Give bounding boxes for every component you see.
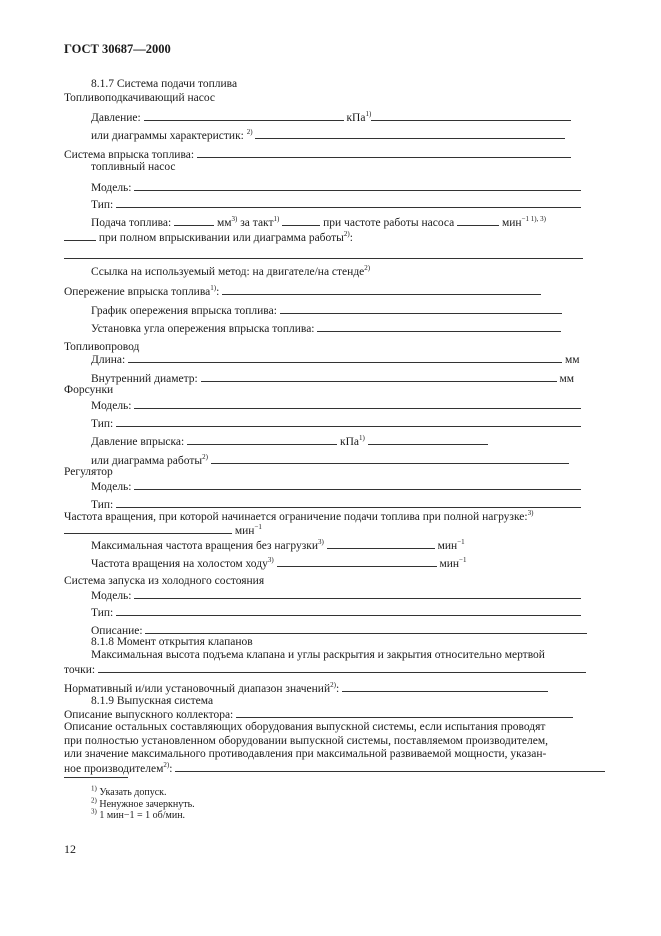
section-heading-8-1-8: 8.1.8 Момент открытия клапанов	[91, 636, 253, 648]
footnote-3: $^{3)}$ 1 мин−1 = 1 об/мин.	[91, 807, 186, 821]
line-valve-lift: Максимальная высота подъема клапана и углы раскрытия и закрытия относительно мертвой	[91, 649, 545, 661]
footnote-divider	[64, 777, 128, 778]
line-type-4: Тип:	[91, 605, 581, 620]
footnote-2: $^{2)}$ Ненужное зачеркнуть.	[91, 796, 195, 810]
line-full-injection: при полном впрыскивании или диаграмма работы$^{2)}$:	[64, 230, 353, 245]
line-range: Нормативный и/или установочный диапазон значений$^{2)}$:	[64, 681, 548, 696]
line-injection-timing: Опережение впрыска топлива$^{1)}$:	[64, 284, 541, 299]
line-description: Описание:	[91, 623, 587, 638]
line-type-1: Тип:	[91, 197, 581, 212]
line-model-1: Модель:	[91, 180, 581, 195]
line-cutoff-speed-value: мин$^{-1}$	[64, 523, 262, 538]
subheading-fuel-pump: топливный насос	[91, 161, 176, 173]
line-timing-setting: Установка угла опережения впрыска топлива:	[91, 321, 561, 336]
model-blank-1	[134, 180, 581, 191]
line-exhaust-desc-4: ное производителем$^{2)}$:	[64, 761, 605, 776]
subheading-fuel-line: Топливопровод	[64, 341, 140, 353]
line-injection-pressure: Давление впрыска: кПа$^{1)}$	[91, 434, 488, 449]
line-pressure: Давление: кПа$^{1)}$	[91, 110, 571, 125]
subheading-governor: Регулятор	[64, 466, 113, 478]
subheading-cold-start: Система запуска из холодного состояния	[64, 575, 265, 587]
subheading-injectors: Форсунки	[64, 384, 114, 396]
line-exhaust-desc-1: Описание остальных составляющих оборудования выпускной системы, если испытания проводят	[64, 721, 546, 733]
line-exhaust-manifold: Описание выпускного коллектора:	[64, 707, 573, 722]
line-full-injection-blank	[64, 248, 583, 263]
line-max-speed: Максимальная частота вращения без нагрузки$^{3)}$ мин$^{-1}$	[91, 538, 465, 552]
section-heading-8-1-9: 8.1.9 Выпускная система	[91, 695, 214, 707]
line-model-4: Модель:	[91, 588, 581, 603]
line-characteristics: или диаграммы характеристик: $^{2)}$	[91, 128, 565, 143]
line-model-2: Модель:	[91, 398, 581, 413]
line-timing-curve: График опережения впрыска топлива:	[91, 303, 562, 318]
document-header: ГОСТ 30687—2000	[64, 42, 171, 56]
line-cutoff-speed: Частота вращения, при которой начинается ограничение подачи топлива при полной нагрузке:$^{3)}$	[64, 509, 534, 523]
footnote-1: $^{1)}$ Указать допуск.	[91, 784, 167, 798]
page-number: 12	[64, 842, 76, 856]
line-inner-diameter: Внутренний диаметр: мм	[91, 373, 575, 385]
pressure-tolerance-blank	[371, 110, 571, 121]
line-model-3: Модель:	[91, 479, 581, 494]
line-idle-speed: Частота вращения на холостом ходу$^{3)}$ мин$^{-1}$	[91, 556, 467, 570]
line-type-2: Тип:	[91, 416, 581, 431]
line-injection-system: Система впрыска топлива:	[64, 147, 571, 162]
line-operating-diagram: или диаграмма работы$^{2)}$	[91, 453, 569, 468]
type-blank-1	[116, 197, 581, 208]
section-heading-8-1-7: 8.1.7 Система подачи топлива	[91, 78, 238, 90]
line-dead-point: точки:	[64, 662, 586, 677]
line-fuel-delivery: Подача топлива: $мм^{3)}$ за такт$^{1)}$ при частоте работы насоса мин$^{-1 1), 3)}$	[91, 215, 546, 229]
line-exhaust-desc-2: при полностью установленном оборудовании выпускной системы, поставляемом производителем,	[64, 735, 549, 747]
characteristics-blank	[255, 128, 565, 139]
line-type-3: Тип:	[91, 497, 581, 512]
injection-system-blank	[197, 147, 571, 158]
line-exhaust-desc-3: или значение максимального противодавления при максимальной развиваемой мощности, указан-	[64, 748, 547, 760]
subheading-lift-pump: Топливоподкачивающий насос	[64, 92, 215, 104]
line-method-ref: Ссылка на используемый метод: на двигателе/на стенде$^{2)}$	[91, 264, 371, 278]
pressure-blank	[144, 110, 344, 121]
line-length: Длина: мм	[91, 354, 580, 366]
